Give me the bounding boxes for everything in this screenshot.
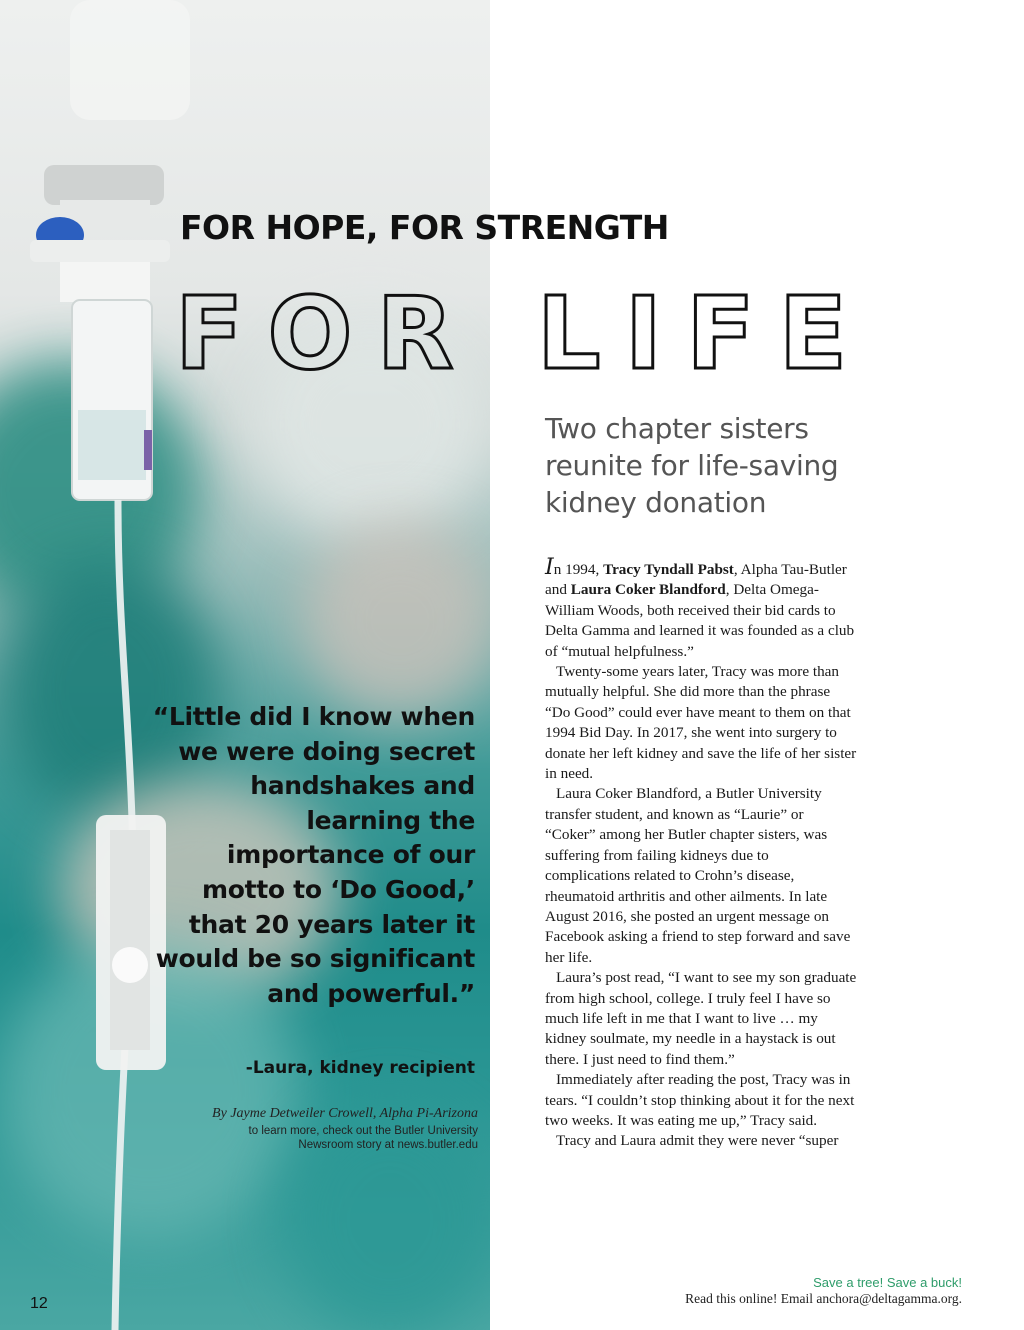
learn-more-note: to learn more, check out the Butler University Newsroom story at news.butler.edu	[248, 1125, 478, 1151]
article-title-text: FOR LIFE	[175, 280, 847, 380]
body-paragraph-2: Twenty-some years later, Tracy was more than mutually helpful. She did more than the phrase “Do Good” could ever have meant to them on that 1994 Bid Day. In 2017, she went into surgery to donate her left kidney and save the life of her sister in need.	[545, 663, 857, 783]
article-deck: Two chapter sisters reunite for life-saving kidney donation	[545, 412, 839, 519]
name-laura: Laura Coker Blandford	[570, 581, 726, 599]
article-body	[545, 555, 857, 1152]
name-tracy: Tracy Tyndall Pabst	[603, 561, 734, 578]
article-title	[175, 280, 865, 380]
article-kicker: FOR HOPE, FOR STRENGTH	[180, 208, 669, 247]
drop-cap: I	[545, 555, 554, 580]
page-number: 12	[30, 1295, 48, 1312]
body-paragraph-1: In 1994, Tracy Tyndall Pabst, Alpha Tau-Butler and Laura Coker Blandford, Delta Omega-William Woods, both received their bid cards to Delta Gamma and learned it was founded as a club of “mutual helpfulness.”	[545, 555, 855, 660]
footer-read-online: Read this online! Email anchora@deltagamma.org.	[685, 1291, 962, 1306]
quote-attribution: -Laura, kidney recipient	[245, 1058, 475, 1078]
body-paragraph-5: Immediately after reading the post, Tracy was in tears. “I couldn’t stop thinking about it for the next two weeks. It was eating me up,” Tracy said.	[545, 1071, 855, 1129]
pull-quote: “Little did I know when we were doing secret handshakes and learning the importance of our motto to ‘Do Good,’ that 20 years later it would be so significant and powerful.”	[152, 702, 475, 1008]
author-byline: By Jayme Detweiler Crowell, Alpha Pi-Arizona	[212, 1106, 478, 1121]
footer-save-line: Save a tree! Save a buck!	[813, 1275, 962, 1290]
body-paragraph-6: Tracy and Laura admit they were never “super	[556, 1132, 839, 1150]
body-paragraph-3: Laura Coker Blandford, a Butler University transfer student, and known as “Laurie” or “Coker” among her Butler chapter sisters, was suffering from failing kidneys due to complications related to Crohn’s disease, rheumatoid arthritis and other ailments. In late August 2016, she posted an urgent message on Facebook asking a friend to step forward and save her life.	[545, 785, 851, 966]
body-paragraph-4: Laura’s post read, “I want to see my son graduate from high school, college. I truly feel I have so much life left in me that I want to live … my kidney soulmate, my needle in a haystack is out there. I just need to find them.”	[545, 969, 857, 1068]
